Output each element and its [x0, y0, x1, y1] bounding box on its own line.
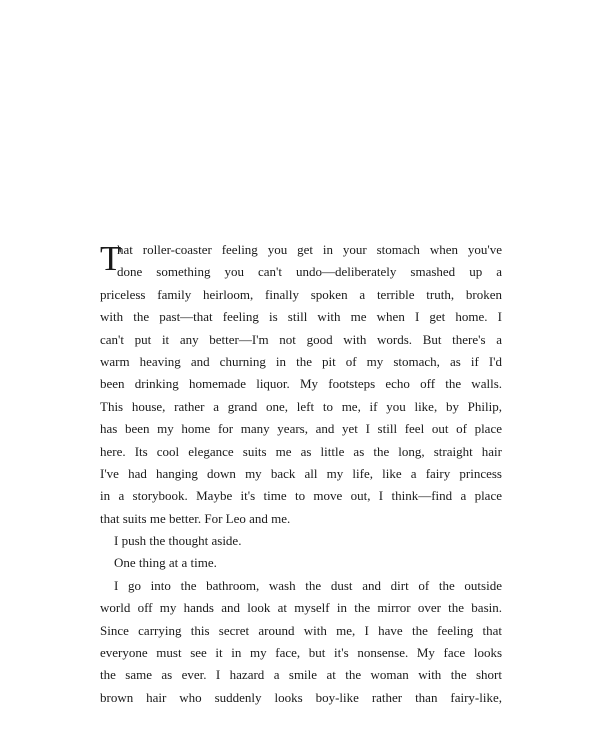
text-line: done something you can't undo—deliberately smashed up a: [117, 264, 502, 280]
text-line: brown hair who suddenly looks boy-like rather than fairy-like,: [100, 689, 502, 705]
text-line: everyone must see it in my face, but it's nonsense. My face looks: [100, 645, 502, 661]
text-line: world off my hands and look at myself in the mirror over the basin.: [100, 600, 502, 616]
text-line: I've had hanging down my back all my life, like a fairy princess: [100, 465, 502, 481]
paragraph-3: [100, 552, 502, 574]
text-line: Since carrying this secret around with me, I have the feeling that: [100, 622, 502, 638]
text-line: warm heaving and churning in the pit of my stomach, as if I'd: [100, 353, 502, 369]
text-line: This house, rather a grand one, left to me, if you like, by Philip,: [100, 398, 502, 414]
paragraph-4: [100, 575, 502, 709]
text-line: One thing at a time.: [114, 555, 217, 571]
text-line: I push the thought aside.: [114, 533, 242, 549]
paragraph-2: [100, 530, 502, 552]
drop-cap: T: [100, 239, 122, 278]
text-line: the same as ever. I hazard a smile at the woman with the short: [100, 667, 502, 683]
paragraph-1: [100, 239, 502, 530]
text-line: with the past—that feeling is still with me when I get home. I: [100, 309, 502, 325]
text-line: been drinking homemade liquor. My footsteps echo off the walls.: [100, 376, 502, 392]
text-line: here. Its cool elegance suits me as little as the long, straight hair: [100, 443, 502, 459]
text-line: in a storybook. Maybe it's time to move out, I think—find a place: [100, 488, 502, 504]
text-line: priceless family heirloom, finally spoken a terrible truth, broken: [100, 286, 502, 302]
text-line: hat roller-coaster feeling you get in your stomach when you've: [117, 242, 502, 257]
text-line: has been my home for many years, and yet I still feel out of place: [100, 421, 502, 437]
text-line: I go into the bathroom, wash the dust and dirt of the outside: [114, 577, 502, 593]
book-page-body: [100, 239, 502, 709]
text-line: that suits me better. For Leo and me.: [100, 510, 291, 526]
text-line: can't put it any better—I'm not good with words. But there's a: [100, 331, 502, 347]
